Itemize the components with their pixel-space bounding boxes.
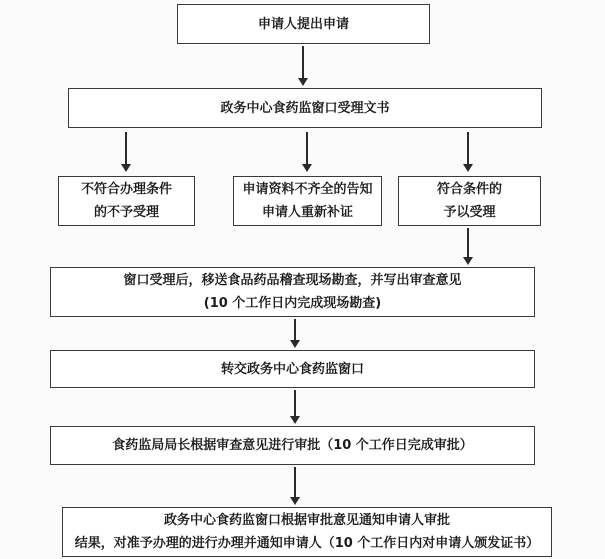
node-notify-result-line1: 政务中心食药监窗口根据审批意见通知申请人审批 [163, 513, 450, 528]
node-accepted [398, 176, 541, 226]
arrow-shaft [294, 319, 296, 341]
arrow-shaft [294, 467, 296, 498]
node-applicant-submit [177, 4, 430, 44]
flow-arrow-window-to-not-accepted [121, 132, 131, 172]
node-not-accepted [58, 176, 195, 226]
node-supplement-line2: 申请人重新补证 [261, 205, 353, 220]
node-not-accepted-line1: 不符合办理条件 [80, 182, 172, 197]
arrow-down-icon [290, 340, 300, 348]
node-notify-result-line2: 结果，对准予办理的进行办理并通知申请人（10 个工作日内对申请人颁发证书） [74, 536, 540, 551]
flow-arrow-window-to-accepted [463, 132, 473, 172]
flow-arrow-accepted-to-survey [463, 228, 473, 265]
arrow-shaft [125, 132, 127, 165]
node-window-accept-doc [68, 88, 542, 128]
arrow-down-icon [463, 257, 473, 265]
node-not-accepted-line2: 的不予受理 [93, 205, 159, 220]
arrow-down-icon [290, 497, 300, 505]
node-site-survey-line1: 窗口受理后，移送食品药品稽查现场勘查，并写出审查意见 [123, 273, 462, 288]
arrow-down-icon [298, 78, 308, 86]
flow-arrow-window-to-supplement [302, 132, 312, 172]
node-transfer-back-label: 转交政务中心食药监窗口 [220, 361, 364, 377]
node-supplement-line1: 申请资料不齐全的告知 [242, 182, 373, 197]
arrow-shaft [306, 132, 308, 165]
arrow-shaft [294, 390, 296, 417]
node-site-survey [50, 267, 535, 317]
node-supplement [233, 176, 382, 226]
flow-arrow-transfer-to-approval [290, 390, 300, 424]
flow-arrow-survey-to-transfer [290, 319, 300, 348]
node-notify-result [62, 507, 552, 557]
flow-arrow-submit-to-window [298, 46, 308, 86]
arrow-shaft [467, 228, 469, 258]
node-director-approval [50, 426, 535, 465]
arrow-down-icon [463, 164, 473, 172]
node-applicant-submit-label: 申请人提出申请 [257, 16, 349, 32]
arrow-shaft [302, 46, 304, 79]
node-accepted-line1: 符合条件的 [436, 182, 502, 197]
arrow-down-icon [302, 164, 312, 172]
arrow-down-icon [121, 164, 131, 172]
node-transfer-back [50, 350, 535, 388]
node-director-approval-label: 食药监局局长根据审查意见进行审批（10 个工作日完成审批） [112, 438, 473, 453]
arrow-shaft [467, 132, 469, 165]
arrow-down-icon [290, 416, 300, 424]
node-site-survey-line2: (10 个工作日内完成现场勘查) [203, 296, 382, 311]
node-window-accept-doc-label: 政务中心食药监窗口受理文书 [220, 100, 390, 116]
flow-arrow-approval-to-notify [290, 467, 300, 505]
node-accepted-line2: 予以受理 [443, 205, 496, 220]
